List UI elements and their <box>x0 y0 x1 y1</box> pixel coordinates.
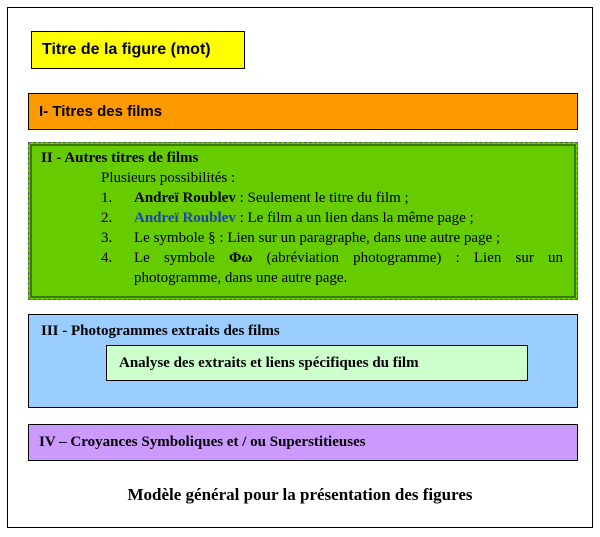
list-item-text: (abréviation photogramme) : Lien sur un photogramme, dans une autre page. <box>134 250 563 286</box>
section-1-box <box>28 93 578 130</box>
list-item-text: : Seulement le titre du film ; <box>235 190 409 206</box>
section-3-inner-box <box>106 345 528 381</box>
figure-title-box <box>31 31 245 69</box>
section-2-intro: Plusieurs possibilités : <box>101 170 236 186</box>
section-2-list <box>101 188 563 288</box>
figure-title: Titre de la figure (mot) <box>42 41 211 58</box>
list-item <box>101 208 563 228</box>
photogram-symbol: Φω <box>228 250 253 266</box>
list-item-text: : Le film a un lien dans la même page ; <box>235 210 474 226</box>
list-item-number: 1. <box>101 190 113 206</box>
list-item-number: 3. <box>101 230 113 246</box>
film-title-link[interactable]: Andreï Roublev <box>134 210 236 226</box>
section-3-heading: III - Photogrammes extraits des films <box>41 323 280 339</box>
section-2-heading: II - Autres titres de films <box>41 150 199 166</box>
section-3-box <box>28 314 578 408</box>
film-title-plain: Andreï Roublev <box>134 190 236 206</box>
list-item-number: 4. <box>101 250 113 266</box>
list-item-text: Le symbole § : Lien sur un paragraphe, dans une autre page ; <box>134 230 501 246</box>
figure-caption: Modèle général pour la présentation des figures <box>127 485 473 504</box>
section-3-inner-text: Analyse des extraits et liens spécifiques du film <box>119 355 419 371</box>
section-4-box <box>28 424 578 461</box>
list-item <box>101 188 563 208</box>
list-item <box>101 248 563 288</box>
section-4-heading: IV – Croyances Symboliques et / ou Superstitieuses <box>39 434 366 450</box>
list-item <box>101 228 563 248</box>
section-1-heading: I- Titres des films <box>39 103 163 120</box>
list-item-prefix: Le symbole <box>134 250 229 266</box>
section-2-box <box>28 142 578 300</box>
list-item-number: 2. <box>101 210 113 226</box>
